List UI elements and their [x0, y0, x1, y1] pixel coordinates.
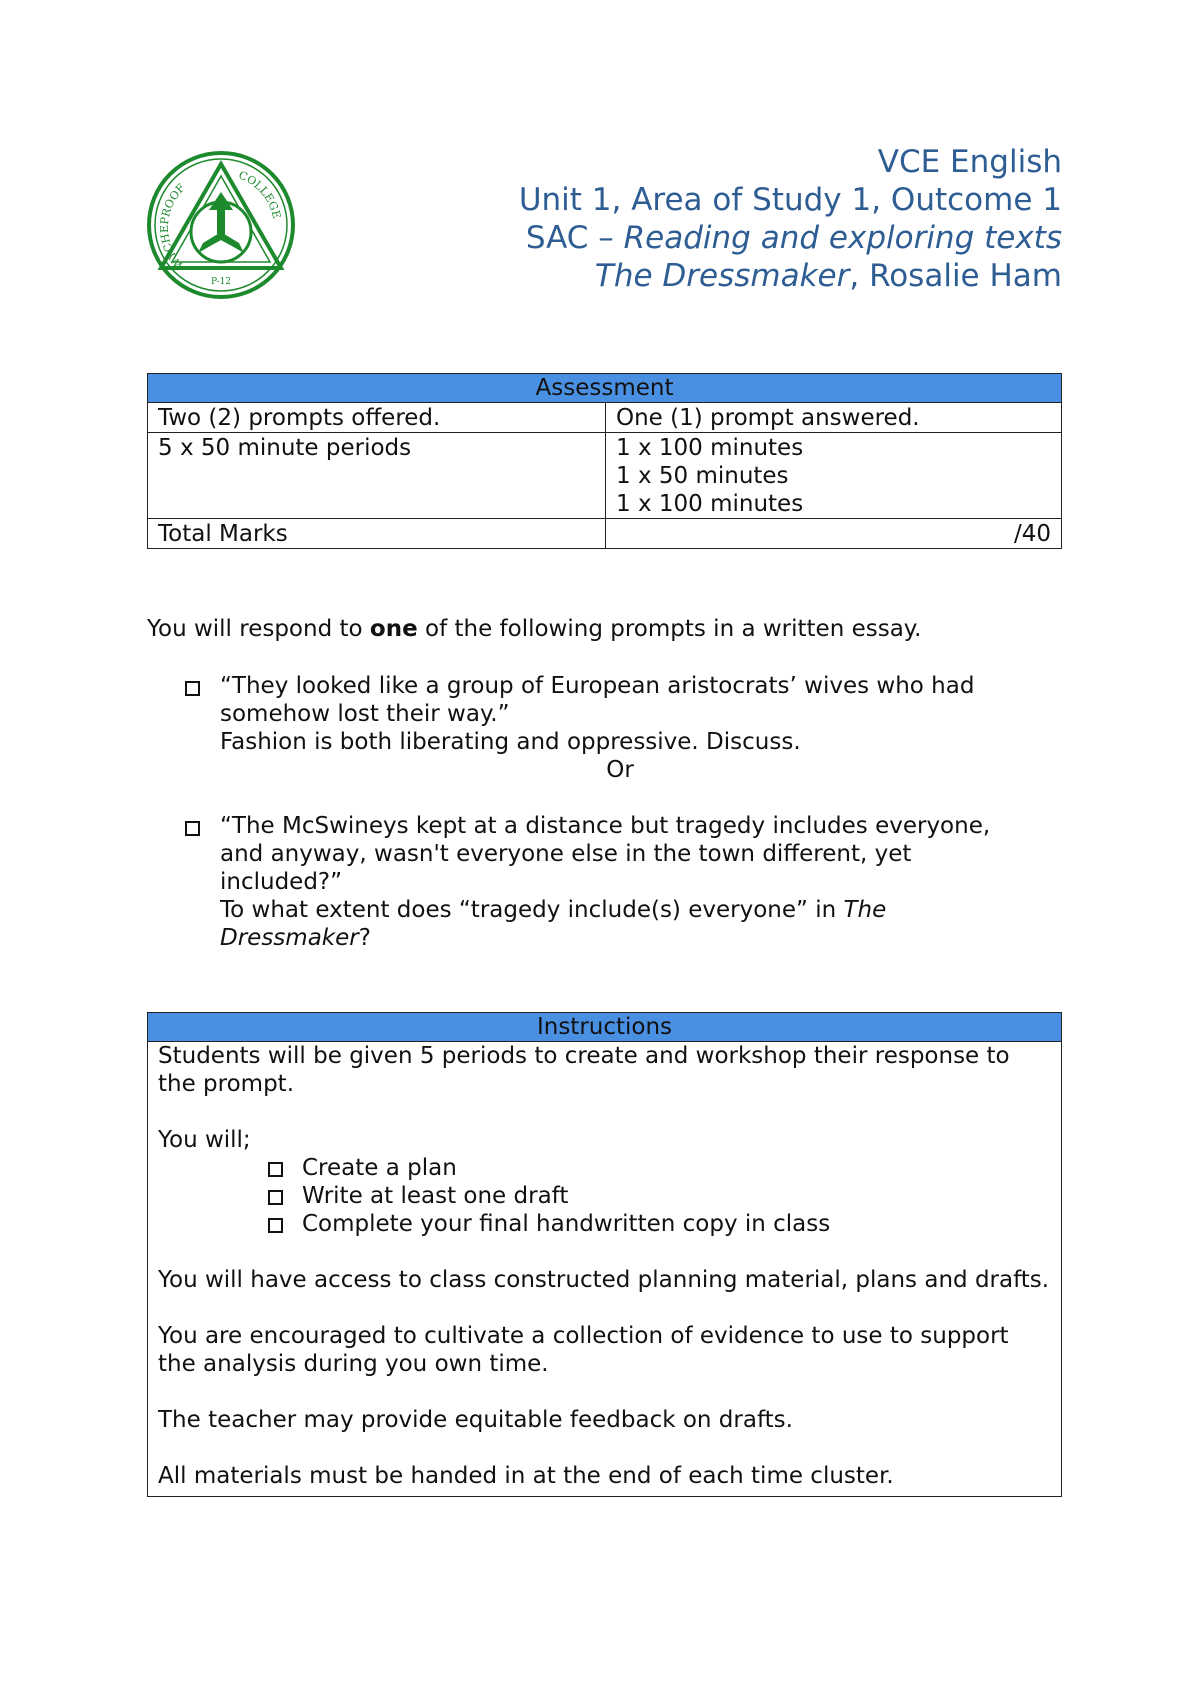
or-separator: Or: [606, 757, 634, 783]
list-item: Complete your final handwritten copy in class: [265, 1210, 1051, 1238]
assessment-heading: Assessment: [148, 374, 1062, 403]
logo-arc-text-left: WYCHEPROOF: [157, 181, 188, 272]
college-logo: [146, 150, 296, 300]
instructions-body: [148, 1042, 1062, 1497]
total-marks-value: /40: [606, 519, 1062, 549]
instructions-body-row: [148, 1042, 1062, 1497]
header-subject: VCE English: [877, 144, 1062, 180]
you-will-label: You will;: [158, 1127, 251, 1153]
instructions-paragraph: Students will be given 5 periods to create and workshop their response to the prompt.: [158, 1043, 1010, 1097]
prompt-1: “They looked like a group of European aristocrats’ wives who had somehow lost their way.” Fashion is both liberating and oppressive. Discuss. Or: [180, 672, 1060, 784]
instructions-paragraph: The teacher may provide equitable feedback on drafts.: [158, 1407, 793, 1433]
table-cell: 5 x 50 minute periods: [148, 433, 606, 519]
total-row: [148, 519, 1062, 549]
checkbox-icon: [268, 1190, 283, 1205]
header-text-title: The Dressmaker, Rosalie Ham: [594, 258, 1062, 294]
logo-bottom-text: P-12: [210, 277, 232, 287]
instructions-paragraph: All materials must be handed in at the end of each time cluster.: [158, 1463, 894, 1489]
header-sac: SAC – Reading and exploring texts: [525, 220, 1062, 256]
checkbox-icon: [185, 821, 200, 836]
checkbox-icon: [268, 1218, 283, 1233]
document-header: [519, 143, 1062, 295]
instructions-paragraph: You will have access to class constructed planning material, plans and drafts.: [158, 1267, 1050, 1293]
list-item: Create a plan: [265, 1154, 1051, 1182]
instructions-heading-row: [148, 1013, 1062, 1042]
table-row: [148, 403, 1062, 433]
table-cell: 1 x 100 minutes 1 x 50 minutes 1 x 100 minutes: [606, 433, 1062, 519]
checkbox-icon: [185, 681, 200, 696]
logo-arc-text-right: COLLEGE: [236, 168, 284, 220]
assessment-table: [147, 373, 1062, 549]
prompt-list: [180, 672, 1060, 952]
table-row: [148, 433, 1062, 519]
prompt-2: “The McSwineys kept at a distance but tragedy includes everyone, and anyway, wasn't everyone else in the town different, yet included?” To what extent does “tragedy include(s) everyone” in The Dressmaker?: [180, 812, 1060, 952]
instructions-table: [147, 1012, 1062, 1497]
table-cell: Two (2) prompts offered.: [148, 403, 606, 433]
list-item: Write at least one draft: [265, 1182, 1051, 1210]
total-marks-label: Total Marks: [148, 519, 606, 549]
intro-text: You will respond to one of the following prompts in a written essay.: [147, 616, 922, 642]
instructions-heading: Instructions: [148, 1013, 1062, 1042]
table-cell: One (1) prompt answered.: [606, 403, 1062, 433]
header-unit: Unit 1, Area of Study 1, Outcome 1: [518, 182, 1062, 218]
task-checklist: [158, 1154, 1051, 1238]
assessment-heading-row: [148, 374, 1062, 403]
instructions-paragraph: You are encouraged to cultivate a collection of evidence to use to support the analysis during you own time.: [158, 1323, 1009, 1377]
checkbox-icon: [268, 1162, 283, 1177]
